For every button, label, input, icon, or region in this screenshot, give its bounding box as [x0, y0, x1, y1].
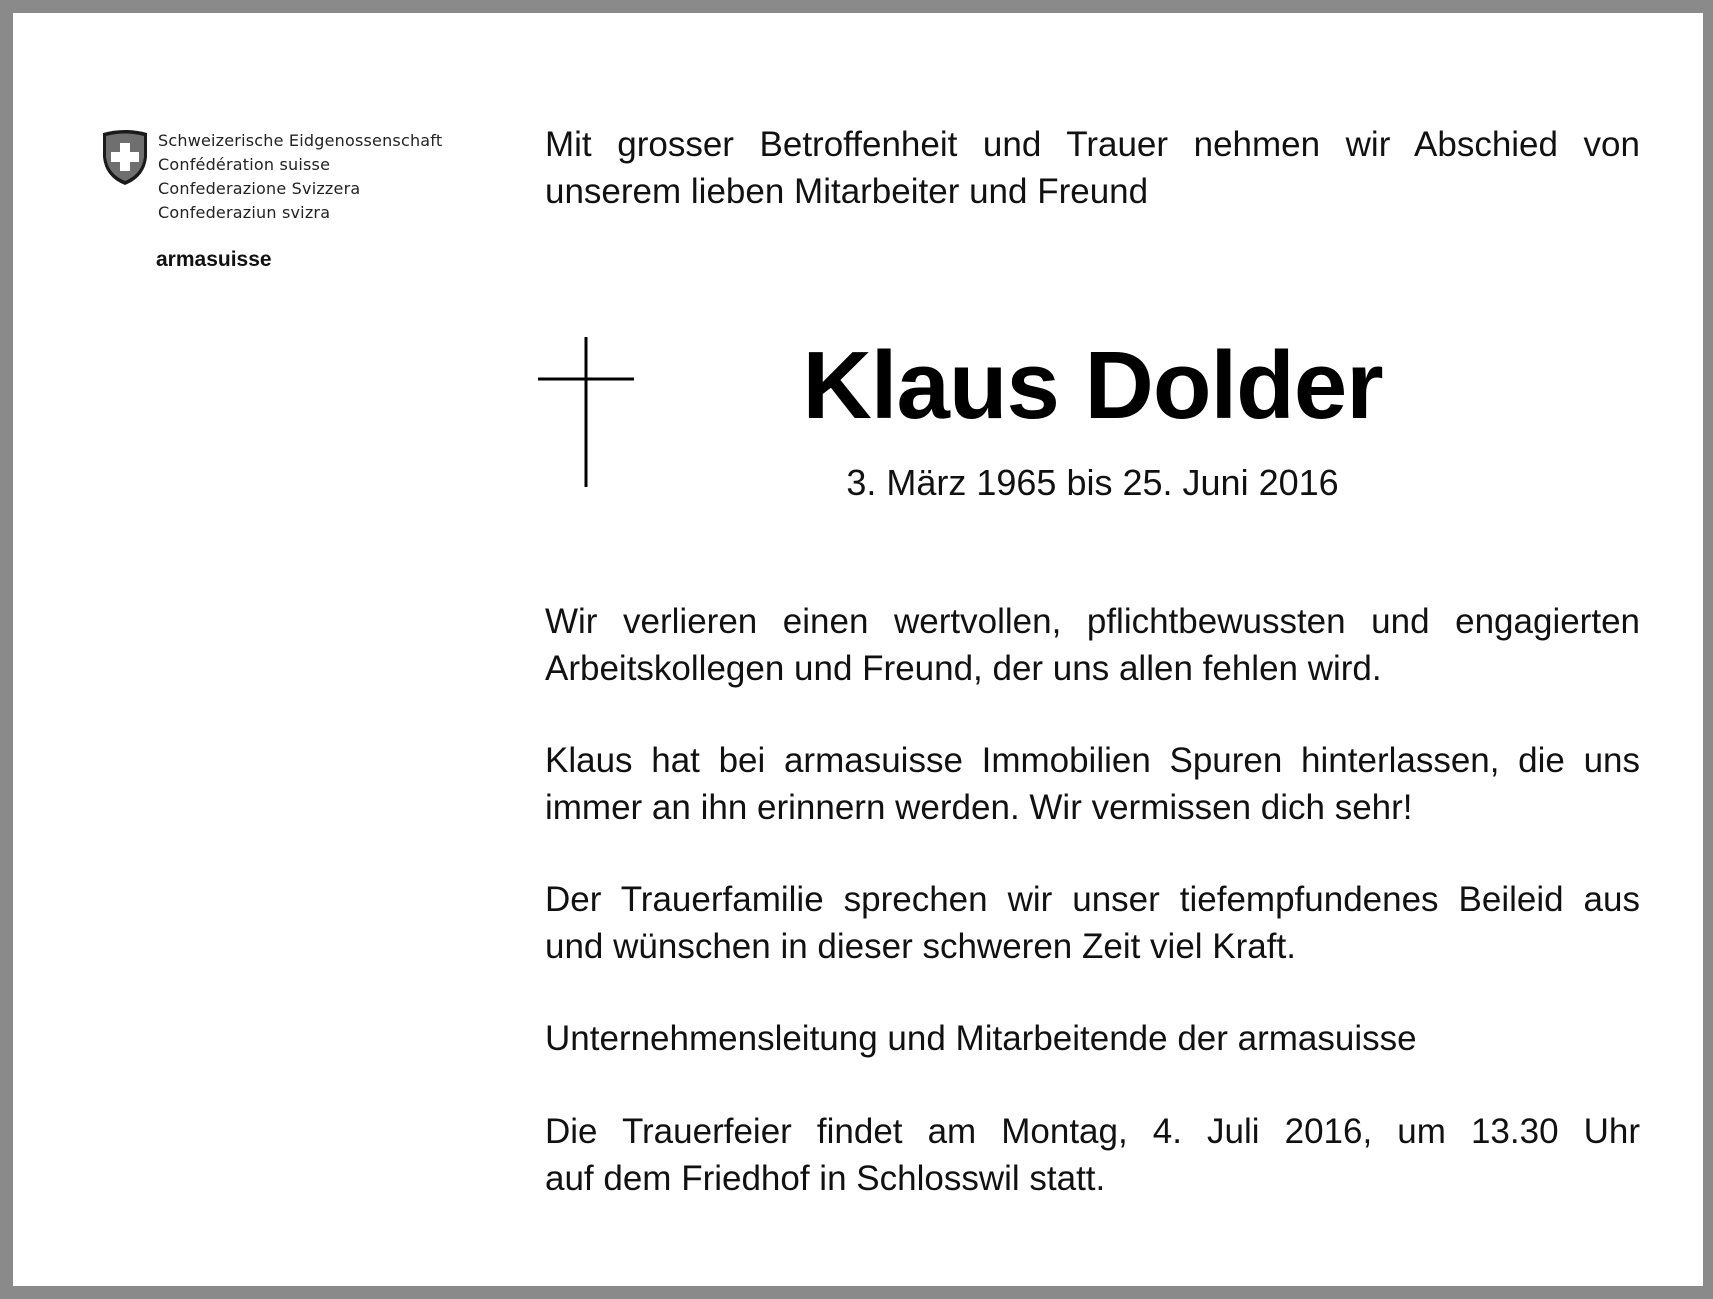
paragraph-4-line-1: Unternehmensleitung und Mitarbeitende der armasuisse — [545, 1019, 1417, 1058]
federal-name-de: Schweizerische Eidgenossenschaft — [158, 131, 443, 150]
paragraph-5-line-1: Die Trauerfeier findet am Montag, 4. Juli 2016, um 13.30 Uhr — [545, 1112, 1640, 1151]
intro-line-1: Mit grosser Betroffenheit und Trauer nehmen wir Abschied von — [545, 125, 1640, 164]
federal-name-it: Confederazione Svizzera — [158, 179, 361, 198]
paragraph-2-line-2: immer an ihn erinnern werden. Wir vermissen dich sehr! — [545, 788, 1413, 827]
paragraph-5-line-2: auf dem Friedhof in Schlosswil statt. — [545, 1159, 1106, 1198]
paragraph-3-line-2: und wünschen in dieser schweren Zeit viel Kraft. — [545, 927, 1296, 966]
intro-line-2: unserem lieben Mitarbeiter und Freund — [545, 172, 1149, 211]
paragraph-3-line-1: Der Trauerfamilie sprechen wir unser tiefempfundenes Beileid aus — [545, 880, 1640, 919]
paragraph-1-line-2: Arbeitskollegen und Freund, der uns allen fehlen wird. — [545, 649, 1382, 688]
obituary-page — [13, 13, 1703, 1286]
agency-name: armasuisse — [156, 248, 272, 271]
swiss-shield-icon — [99, 129, 151, 187]
paragraph-1-line-1: Wir verlieren einen wertvollen, pflichtbewussten und engagierten — [545, 602, 1640, 641]
federal-name-rm: Confederaziun svizra — [158, 203, 331, 222]
deceased-name: Klaus Dolder — [802, 332, 1383, 439]
federal-name-lines — [158, 129, 442, 225]
paragraph-2-line-1: Klaus hat bei armasuisse Immobilien Spuren hinterlassen, die uns — [545, 741, 1640, 780]
life-dates: 3. März 1965 bis 25. Juni 2016 — [846, 462, 1339, 503]
federal-name-fr: Confédération suisse — [158, 155, 331, 174]
